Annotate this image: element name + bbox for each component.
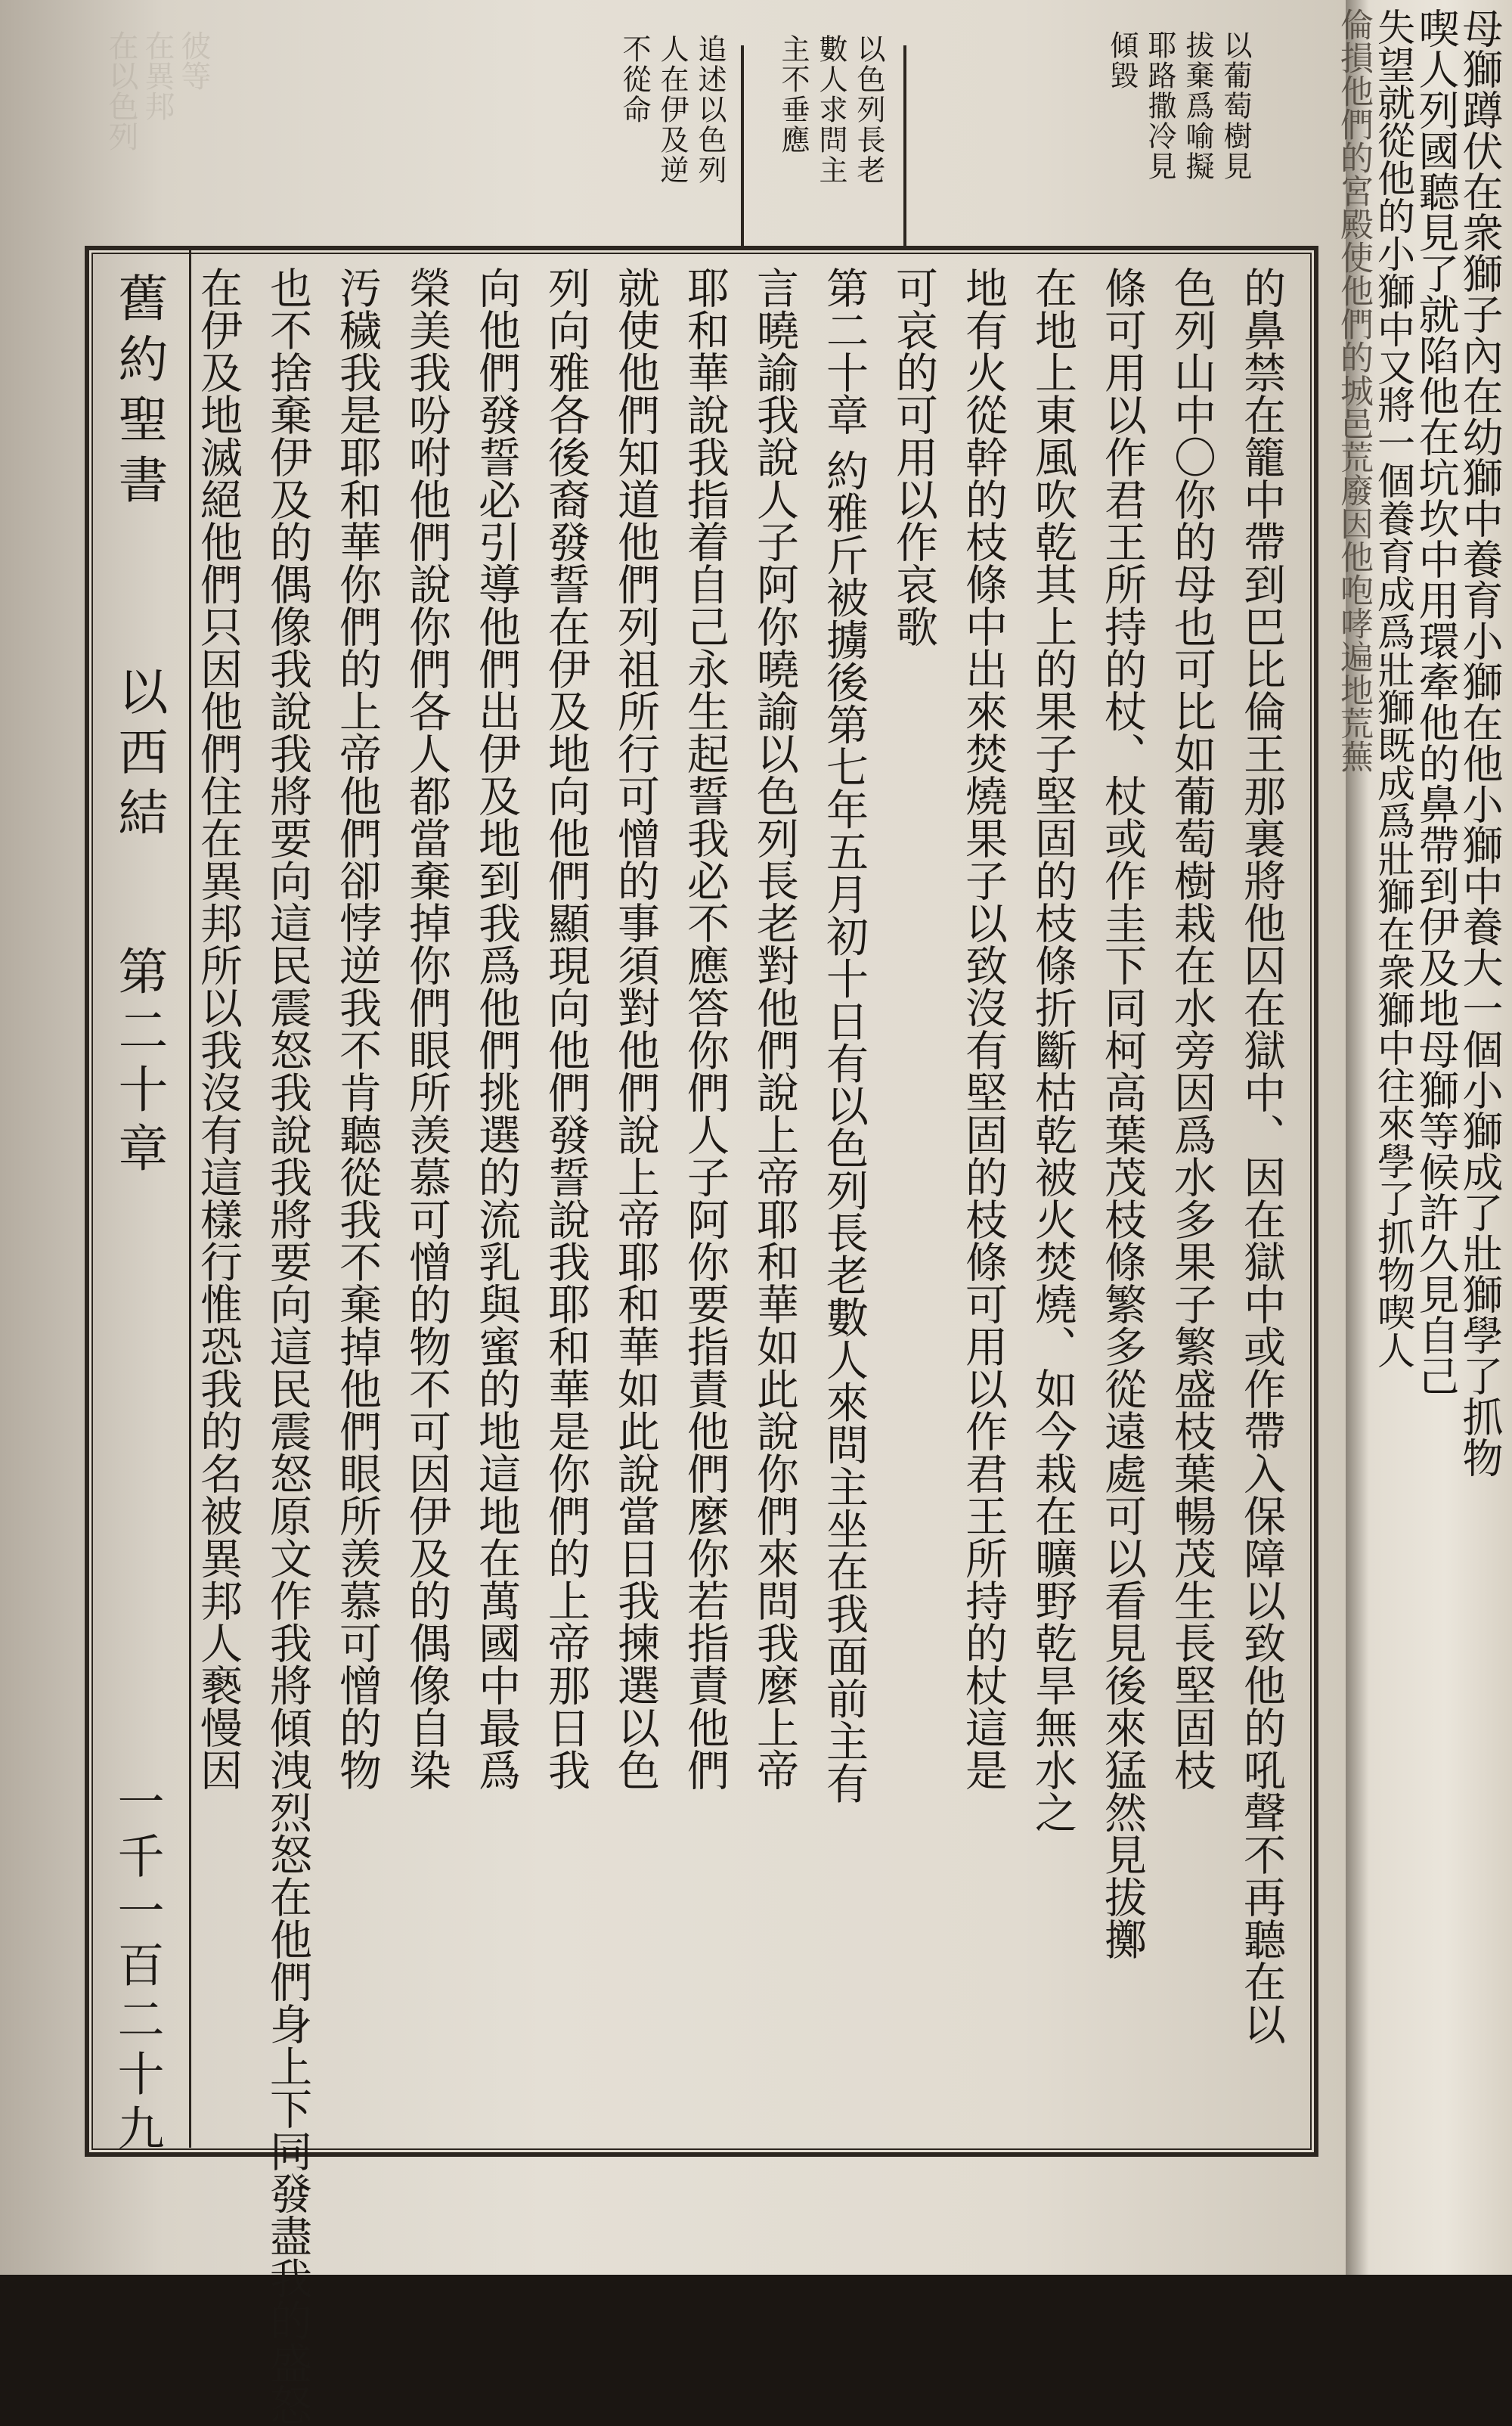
body-column: 的鼻禁在籠中帶到巴比倫王那裏將他囚在獄中、因在獄中或作帶入保障以致他的吼聲不再聽在以 <box>1237 266 1286 2045</box>
body-column: 言曉諭我說人子阿你曉諭以色列長老對他們說上帝耶和華如此說你們來問我麼上帝 <box>750 266 799 1791</box>
facing-page-column: 母獅蹲伏在衆獅子內在幼獅中養育小獅在他小獅中養大一個小獅成了壯獅學了抓物 <box>1456 8 1504 1478</box>
body-column: 榮美我吩咐他們說你們各人都當棄掉你們眼所羡慕可憎的物不可因伊及的偶像自染 <box>402 266 451 1791</box>
top-note: 主不垂應 <box>776 34 810 155</box>
facing-page <box>1334 0 1512 2275</box>
body-column: 條可用以作君王所持的杖、杖或作圭下同柯高葉茂枝條繁多從遠處可以看見後來猛然見拔擲 <box>1098 266 1147 1960</box>
running-head-title: 舊約聖書 <box>110 272 168 514</box>
top-note: 以葡萄樹見 <box>1219 30 1252 181</box>
body-column: 色列山中〇你的母也可比如葡萄樹栽在水旁因爲水多果子繁盛枝葉暢茂生長堅固枝 <box>1167 266 1216 1791</box>
top-note: 以色列長老 <box>852 34 885 185</box>
running-head-book: 以西結 <box>110 665 168 847</box>
top-note: 數人求問主 <box>814 34 847 185</box>
bleed-through-text: 在以色列 <box>104 30 138 151</box>
facing-page-column: 倫損他們的宮殿使他們的城邑荒廢因他咆哮遍地荒蕪 <box>1334 8 1373 773</box>
top-note: 耶路撒冷見 <box>1143 30 1176 181</box>
body-column: 向他們發誓必引導他們出伊及地到我爲他們挑選的流乳與蜜的地這地在萬國中最爲 <box>472 266 521 1791</box>
top-note: 人在伊及逆 <box>655 34 689 185</box>
facing-page-column: 失望就從他的小獅中又將一個養育成爲壯獅既成爲壯獅在衆獅中往來學了抓物喫人 <box>1371 8 1415 1369</box>
body-column: 在伊及地滅絕他們只因他們住在異邦所以我沒有這樣行惟恐我的名被異邦人褻慢因 <box>194 266 243 1791</box>
running-head-chapter: 第二十章 <box>110 945 168 1181</box>
top-note: 拔棄爲喻擬 <box>1181 30 1214 181</box>
body-column: 汚穢我是耶和華你們的上帝他們卻悖逆我不肯聽從我不棄掉他們眼所羡慕可憎的物 <box>333 266 382 1791</box>
body-column: 也不捨棄伊及的偶像我說我將要向這民震怒我說我將要向這民震怒原文作我將傾洩烈怒在他們身上下同發盡我的盛怒 <box>263 266 312 2426</box>
top-note: 不從命 <box>618 34 651 125</box>
body-column: 地有火從幹的枝條中出來焚燒果子以致沒有堅固的枝條可用以作君王所持的杖這是 <box>959 266 1008 1791</box>
body-column: 列向雅各後裔發誓在伊及地向他們顯現向他們發誓說我耶和華是你們的上帝那日我 <box>541 266 590 1791</box>
facing-page-column: 喫人列國聽見了就陷他在坑坎中用環牽他的鼻帶到伊及地母獅等候許久見自己 <box>1412 8 1460 1396</box>
page-number: 一千一百二十九 <box>110 1777 165 2158</box>
body-column: 耶和華說我指着自己永生起誓我必不應答你們人子阿你要指責他們麼你若指責他們 <box>680 266 730 1791</box>
top-note: 追述以色列 <box>693 34 727 185</box>
body-column: 就使他們知道他們列祖所行可憎的事須對他們說上帝耶和華如此說當日我揀選以色 <box>611 266 660 1791</box>
body-column: 在地上東風吹乾其上的果子堅固的枝條折斷枯乾被火焚燒、如今栽在曠野乾旱無水之 <box>1028 266 1077 1833</box>
chapter-heading-column: 第二十章 約雅斤被擄後第七年五月初十日有以色列長老數人來問主坐在我面前主有 <box>820 266 869 1804</box>
bleed-through-text: 彼等 <box>176 30 211 91</box>
body-column: 可哀的可用以作哀歌 <box>889 266 938 647</box>
bleed-through-text: 在異邦 <box>140 30 175 121</box>
top-note: 傾毀 <box>1105 30 1139 91</box>
note-divider <box>741 45 744 250</box>
note-divider <box>903 45 906 250</box>
